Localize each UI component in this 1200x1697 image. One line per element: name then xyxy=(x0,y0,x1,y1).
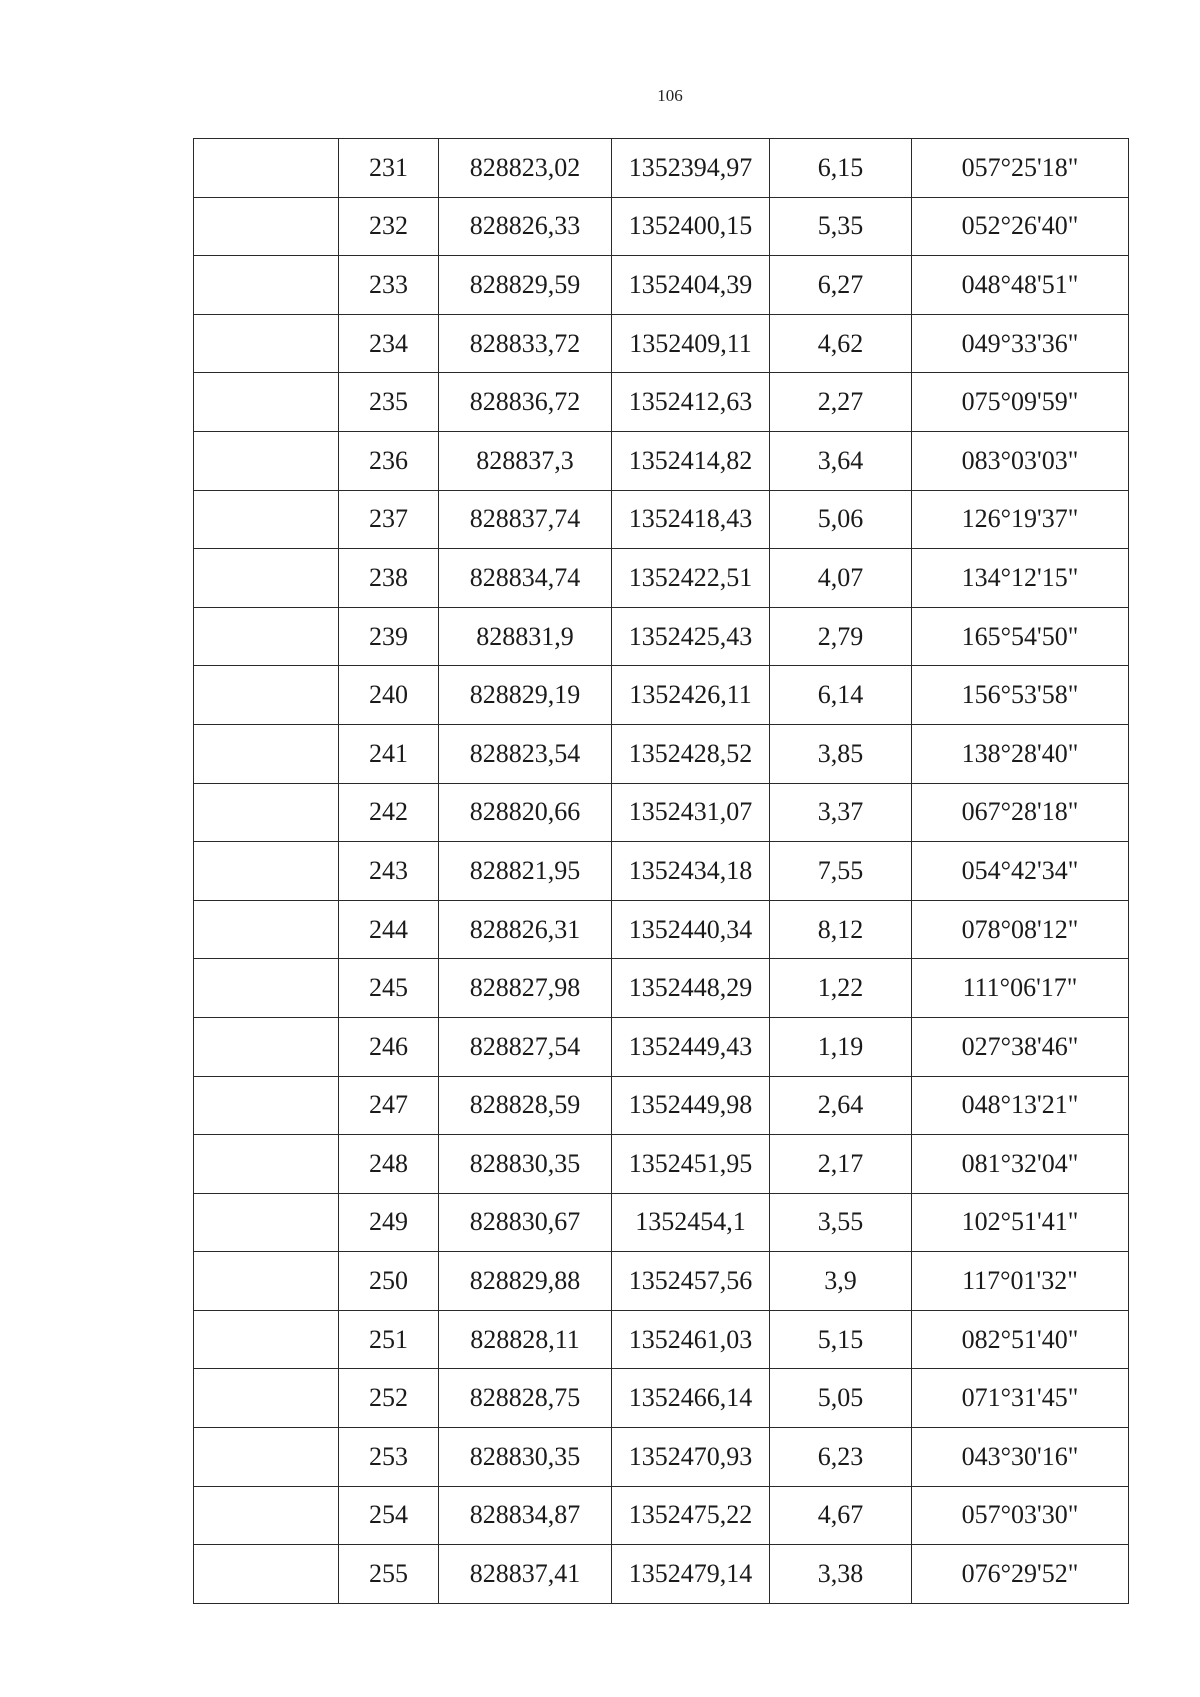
y-coordinate-cell: 1352475,22 xyxy=(612,1486,770,1545)
x-coordinate-cell: 828828,75 xyxy=(439,1369,612,1428)
point-number-cell: 236 xyxy=(339,431,439,490)
empty-cell xyxy=(194,197,339,256)
empty-cell xyxy=(194,900,339,959)
bearing-angle-cell: 102°51'41" xyxy=(912,1193,1129,1252)
bearing-angle-cell: 067°28'18" xyxy=(912,783,1129,842)
point-number-cell: 254 xyxy=(339,1486,439,1545)
point-number-cell: 245 xyxy=(339,959,439,1018)
table-row xyxy=(194,314,1129,373)
table-row xyxy=(194,373,1129,432)
y-coordinate-cell: 1352454,1 xyxy=(612,1193,770,1252)
table-row xyxy=(194,1135,1129,1194)
x-coordinate-cell: 828837,3 xyxy=(439,431,612,490)
table-row xyxy=(194,1545,1129,1604)
distance-cell: 3,55 xyxy=(770,1193,912,1252)
empty-cell xyxy=(194,724,339,783)
point-number-cell: 234 xyxy=(339,314,439,373)
bearing-angle-cell: 126°19'37" xyxy=(912,490,1129,549)
distance-cell: 2,27 xyxy=(770,373,912,432)
y-coordinate-cell: 1352479,14 xyxy=(612,1545,770,1604)
x-coordinate-cell: 828836,72 xyxy=(439,373,612,432)
y-coordinate-cell: 1352422,51 xyxy=(612,549,770,608)
point-number-cell: 255 xyxy=(339,1545,439,1604)
x-coordinate-cell: 828831,9 xyxy=(439,607,612,666)
y-coordinate-cell: 1352440,34 xyxy=(612,900,770,959)
point-number-cell: 249 xyxy=(339,1193,439,1252)
point-number-cell: 251 xyxy=(339,1310,439,1369)
empty-cell xyxy=(194,1017,339,1076)
distance-cell: 6,27 xyxy=(770,256,912,315)
y-coordinate-cell: 1352409,11 xyxy=(612,314,770,373)
y-coordinate-cell: 1352400,15 xyxy=(612,197,770,256)
table-row xyxy=(194,783,1129,842)
point-number-cell: 235 xyxy=(339,373,439,432)
point-number-cell: 232 xyxy=(339,197,439,256)
bearing-angle-cell: 052°26'40" xyxy=(912,197,1129,256)
bearing-angle-cell: 027°38'46" xyxy=(912,1017,1129,1076)
empty-cell xyxy=(194,1193,339,1252)
table-row xyxy=(194,1428,1129,1487)
bearing-angle-cell: 082°51'40" xyxy=(912,1310,1129,1369)
distance-cell: 1,22 xyxy=(770,959,912,1018)
y-coordinate-cell: 1352394,97 xyxy=(612,139,770,198)
distance-cell: 6,15 xyxy=(770,139,912,198)
distance-cell: 4,62 xyxy=(770,314,912,373)
x-coordinate-cell: 828829,59 xyxy=(439,256,612,315)
x-coordinate-cell: 828820,66 xyxy=(439,783,612,842)
distance-cell: 2,64 xyxy=(770,1076,912,1135)
y-coordinate-cell: 1352428,52 xyxy=(612,724,770,783)
table-row xyxy=(194,549,1129,608)
empty-cell xyxy=(194,1486,339,1545)
bearing-angle-cell: 057°25'18" xyxy=(912,139,1129,198)
x-coordinate-cell: 828828,59 xyxy=(439,1076,612,1135)
bearing-angle-cell: 078°08'12" xyxy=(912,900,1129,959)
table-row xyxy=(194,197,1129,256)
x-coordinate-cell: 828833,72 xyxy=(439,314,612,373)
table-row xyxy=(194,431,1129,490)
empty-cell xyxy=(194,314,339,373)
x-coordinate-cell: 828821,95 xyxy=(439,842,612,901)
bearing-angle-cell: 049°33'36" xyxy=(912,314,1129,373)
y-coordinate-cell: 1352466,14 xyxy=(612,1369,770,1428)
distance-cell: 6,23 xyxy=(770,1428,912,1487)
coordinates-table xyxy=(193,138,1129,1604)
table-row xyxy=(194,959,1129,1018)
empty-cell xyxy=(194,959,339,1018)
x-coordinate-cell: 828829,88 xyxy=(439,1252,612,1311)
bearing-angle-cell: 165°54'50" xyxy=(912,607,1129,666)
point-number-cell: 239 xyxy=(339,607,439,666)
x-coordinate-cell: 828837,74 xyxy=(439,490,612,549)
table-row xyxy=(194,1193,1129,1252)
bearing-angle-cell: 134°12'15" xyxy=(912,549,1129,608)
table-body xyxy=(194,139,1129,1604)
empty-cell xyxy=(194,256,339,315)
y-coordinate-cell: 1352457,56 xyxy=(612,1252,770,1311)
bearing-angle-cell: 075°09'59" xyxy=(912,373,1129,432)
y-coordinate-cell: 1352418,43 xyxy=(612,490,770,549)
bearing-angle-cell: 057°03'30" xyxy=(912,1486,1129,1545)
x-coordinate-cell: 828830,35 xyxy=(439,1428,612,1487)
bearing-angle-cell: 138°28'40" xyxy=(912,724,1129,783)
empty-cell xyxy=(194,1310,339,1369)
y-coordinate-cell: 1352431,07 xyxy=(612,783,770,842)
distance-cell: 8,12 xyxy=(770,900,912,959)
empty-cell xyxy=(194,842,339,901)
bearing-angle-cell: 083°03'03" xyxy=(912,431,1129,490)
point-number-cell: 233 xyxy=(339,256,439,315)
distance-cell: 7,55 xyxy=(770,842,912,901)
empty-cell xyxy=(194,373,339,432)
x-coordinate-cell: 828837,41 xyxy=(439,1545,612,1604)
distance-cell: 3,9 xyxy=(770,1252,912,1311)
distance-cell: 5,05 xyxy=(770,1369,912,1428)
y-coordinate-cell: 1352404,39 xyxy=(612,256,770,315)
empty-cell xyxy=(194,1428,339,1487)
distance-cell: 3,64 xyxy=(770,431,912,490)
bearing-angle-cell: 071°31'45" xyxy=(912,1369,1129,1428)
table-row xyxy=(194,1252,1129,1311)
distance-cell: 6,14 xyxy=(770,666,912,725)
x-coordinate-cell: 828830,67 xyxy=(439,1193,612,1252)
distance-cell: 2,17 xyxy=(770,1135,912,1194)
table-row xyxy=(194,724,1129,783)
y-coordinate-cell: 1352461,03 xyxy=(612,1310,770,1369)
empty-cell xyxy=(194,139,339,198)
table-row xyxy=(194,256,1129,315)
empty-cell xyxy=(194,549,339,608)
page-number: 106 xyxy=(657,86,683,105)
x-coordinate-cell: 828834,74 xyxy=(439,549,612,608)
bearing-angle-cell: 076°29'52" xyxy=(912,1545,1129,1604)
bearing-angle-cell: 156°53'58" xyxy=(912,666,1129,725)
table-row xyxy=(194,1017,1129,1076)
empty-cell xyxy=(194,607,339,666)
x-coordinate-cell: 828823,02 xyxy=(439,139,612,198)
x-coordinate-cell: 828830,35 xyxy=(439,1135,612,1194)
y-coordinate-cell: 1352449,98 xyxy=(612,1076,770,1135)
point-number-cell: 243 xyxy=(339,842,439,901)
table-row xyxy=(194,1310,1129,1369)
table-row xyxy=(194,900,1129,959)
point-number-cell: 250 xyxy=(339,1252,439,1311)
point-number-cell: 241 xyxy=(339,724,439,783)
point-number-cell: 253 xyxy=(339,1428,439,1487)
distance-cell: 3,85 xyxy=(770,724,912,783)
table-row xyxy=(194,490,1129,549)
y-coordinate-cell: 1352449,43 xyxy=(612,1017,770,1076)
y-coordinate-cell: 1352470,93 xyxy=(612,1428,770,1487)
x-coordinate-cell: 828826,33 xyxy=(439,197,612,256)
empty-cell xyxy=(194,1369,339,1428)
x-coordinate-cell: 828823,54 xyxy=(439,724,612,783)
point-number-cell: 231 xyxy=(339,139,439,198)
distance-cell: 5,06 xyxy=(770,490,912,549)
distance-cell: 1,19 xyxy=(770,1017,912,1076)
y-coordinate-cell: 1352425,43 xyxy=(612,607,770,666)
point-number-cell: 246 xyxy=(339,1017,439,1076)
x-coordinate-cell: 828834,87 xyxy=(439,1486,612,1545)
y-coordinate-cell: 1352414,82 xyxy=(612,431,770,490)
point-number-cell: 247 xyxy=(339,1076,439,1135)
y-coordinate-cell: 1352448,29 xyxy=(612,959,770,1018)
empty-cell xyxy=(194,490,339,549)
distance-cell: 5,35 xyxy=(770,197,912,256)
bearing-angle-cell: 117°01'32" xyxy=(912,1252,1129,1311)
point-number-cell: 244 xyxy=(339,900,439,959)
empty-cell xyxy=(194,431,339,490)
table-row xyxy=(194,666,1129,725)
point-number-cell: 238 xyxy=(339,549,439,608)
point-number-cell: 248 xyxy=(339,1135,439,1194)
distance-cell: 5,15 xyxy=(770,1310,912,1369)
distance-cell: 4,07 xyxy=(770,549,912,608)
table-row xyxy=(194,1076,1129,1135)
bearing-angle-cell: 081°32'04" xyxy=(912,1135,1129,1194)
table-row xyxy=(194,607,1129,666)
table-row xyxy=(194,139,1129,198)
bearing-angle-cell: 048°13'21" xyxy=(912,1076,1129,1135)
point-number-cell: 242 xyxy=(339,783,439,842)
empty-cell xyxy=(194,666,339,725)
distance-cell: 3,37 xyxy=(770,783,912,842)
point-number-cell: 240 xyxy=(339,666,439,725)
empty-cell xyxy=(194,1076,339,1135)
empty-cell xyxy=(194,1545,339,1604)
bearing-angle-cell: 054°42'34" xyxy=(912,842,1129,901)
point-number-cell: 252 xyxy=(339,1369,439,1428)
empty-cell xyxy=(194,1135,339,1194)
x-coordinate-cell: 828829,19 xyxy=(439,666,612,725)
table-row xyxy=(194,842,1129,901)
empty-cell xyxy=(194,1252,339,1311)
x-coordinate-cell: 828828,11 xyxy=(439,1310,612,1369)
y-coordinate-cell: 1352412,63 xyxy=(612,373,770,432)
bearing-angle-cell: 043°30'16" xyxy=(912,1428,1129,1487)
x-coordinate-cell: 828827,54 xyxy=(439,1017,612,1076)
x-coordinate-cell: 828826,31 xyxy=(439,900,612,959)
y-coordinate-cell: 1352426,11 xyxy=(612,666,770,725)
table-row xyxy=(194,1486,1129,1545)
bearing-angle-cell: 048°48'51" xyxy=(912,256,1129,315)
point-number-cell: 237 xyxy=(339,490,439,549)
distance-cell: 2,79 xyxy=(770,607,912,666)
bearing-angle-cell: 111°06'17" xyxy=(912,959,1129,1018)
table-row xyxy=(194,1369,1129,1428)
y-coordinate-cell: 1352434,18 xyxy=(612,842,770,901)
distance-cell: 3,38 xyxy=(770,1545,912,1604)
x-coordinate-cell: 828827,98 xyxy=(439,959,612,1018)
distance-cell: 4,67 xyxy=(770,1486,912,1545)
empty-cell xyxy=(194,783,339,842)
y-coordinate-cell: 1352451,95 xyxy=(612,1135,770,1194)
